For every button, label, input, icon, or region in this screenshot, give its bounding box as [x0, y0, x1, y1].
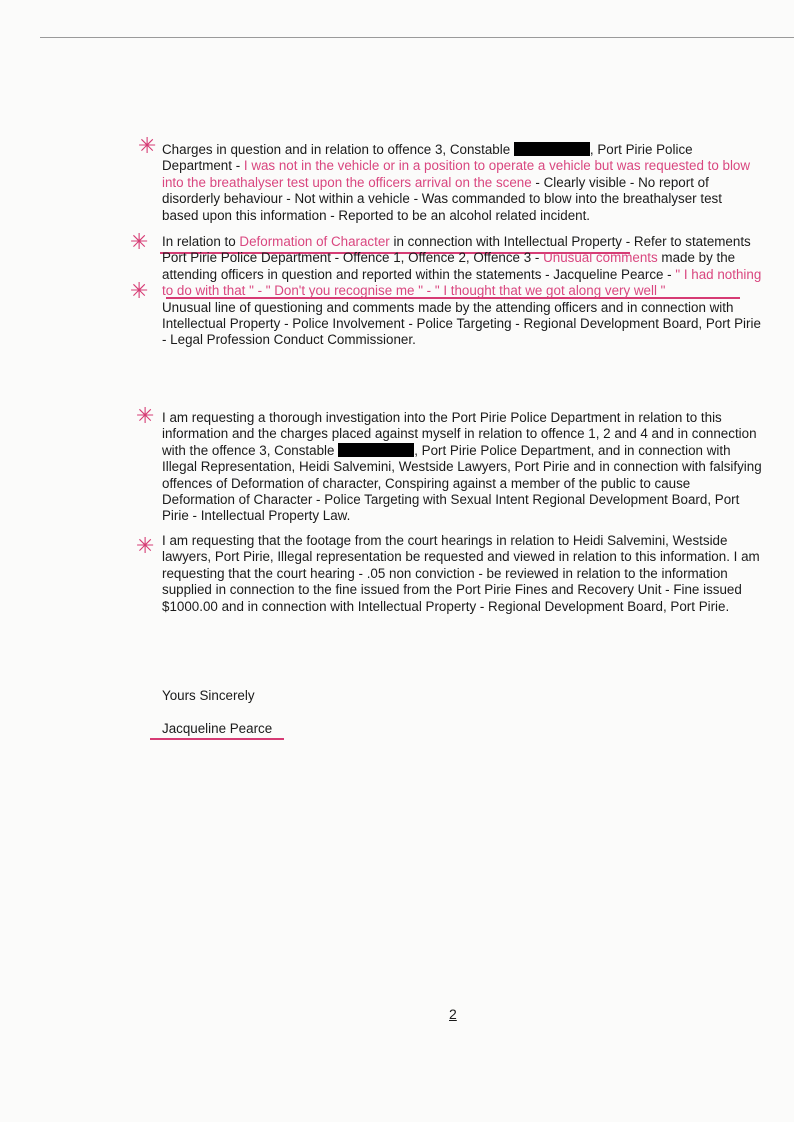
asterisk-annotation-icon: ✳: [136, 404, 155, 429]
redaction-bar: [514, 142, 590, 156]
paragraph-investigation-request: [162, 410, 762, 525]
paragraph-court-footage-request: I am requesting that the footage from the court hearings in relation to Heidi Salvemini, Westside lawyers, Port Pirie, Illegal representation be requested and viewed in relation to this information. I am requesting that the court hearing - .05 non conviction - be reviewed in relation to the information supplied in connection to the fine issued from the Port Pirie Fines and Recovery Unit - Fine issued $1000.00 and in connection with Intellectual Property - Regional Development Board, Port Pirie.: [162, 533, 760, 614]
top-rule: [40, 37, 794, 38]
paragraph-deformation-of-character: [162, 234, 762, 349]
closing: Yours Sincerely: [162, 688, 255, 703]
asterisk-annotation-icon: ✳: [130, 230, 149, 255]
p1-text-c: -: [231, 158, 244, 174]
p3-text-a: I am requesting a thorough investigation into the Port Pirie Police Department in relation to this information and the charges placed against myself in relation to offence 1, 2 and 4 and in connection with the offence 3, Constable: [162, 410, 757, 458]
p2-text-d: Unusual line of questioning and comments made by the attending officers and in connection with Intellectual Property - Police Involvement - Police Targeting - Regional Development Board, Port Pirie - Legal Profession Conduct Commissioner.: [162, 299, 761, 348]
p1-text-a: Charges in question and in relation to offence 3, Constable: [162, 142, 511, 157]
p2-pink-1: Deformation of Character: [239, 234, 390, 249]
p2-text-a: In relation to: [162, 234, 240, 249]
p2-text-b: in connection with Intellectual Property - Refer to statements Port Pirie Police Department - Offence 1, Offence 2, Offence 3 -: [162, 234, 751, 266]
signature-name: Jacqueline Pearce: [162, 721, 273, 736]
page-number: 2: [449, 1006, 457, 1022]
p3-text-b: , Port Pirie Police Department, and in connection with Illegal Representation, Heidi Salvemini, Westside Lawyers, Port Pirie and in connection with falsifying offences of Deformation of character, Conspiring against a member of the public to cause Deformation of Character - Police Targeting with Sexual Intent Regional Development Board, Port Pirie - Intellectual Property Law.: [162, 442, 762, 524]
p1-text-b: , Port Pirie Police Department: [162, 142, 693, 174]
p1-pink-text: I was not in the vehicle or in a position to operate a vehicle but was requested to blow into the breathalyser test upon the officers arrival on the scene: [162, 158, 751, 190]
paragraph-offence-3: [162, 142, 762, 224]
asterisk-annotation-icon: ✳: [138, 134, 157, 159]
redaction-bar: [338, 443, 414, 457]
p1-text-d: - Clearly visible - No report of disorderly behaviour - Not within a vehicle - Was commanded to blow into the breathalyser test based upon this information - Reported to be an alcohol related incident.: [162, 174, 722, 223]
p2-pink-2: Unusual comments: [543, 250, 658, 266]
asterisk-annotation-icon: ✳: [130, 279, 149, 304]
asterisk-annotation-icon: ✳: [136, 534, 155, 559]
p2-text-c: made by the attending officers in question and reported within the statements - Jacqueline Pearce -: [162, 250, 736, 282]
handwritten-underline: [150, 738, 284, 740]
p2-pink-quotes: " I had nothing to do with that " - " Don't you recognise me " - " I thought that we got along very well ": [162, 266, 762, 299]
